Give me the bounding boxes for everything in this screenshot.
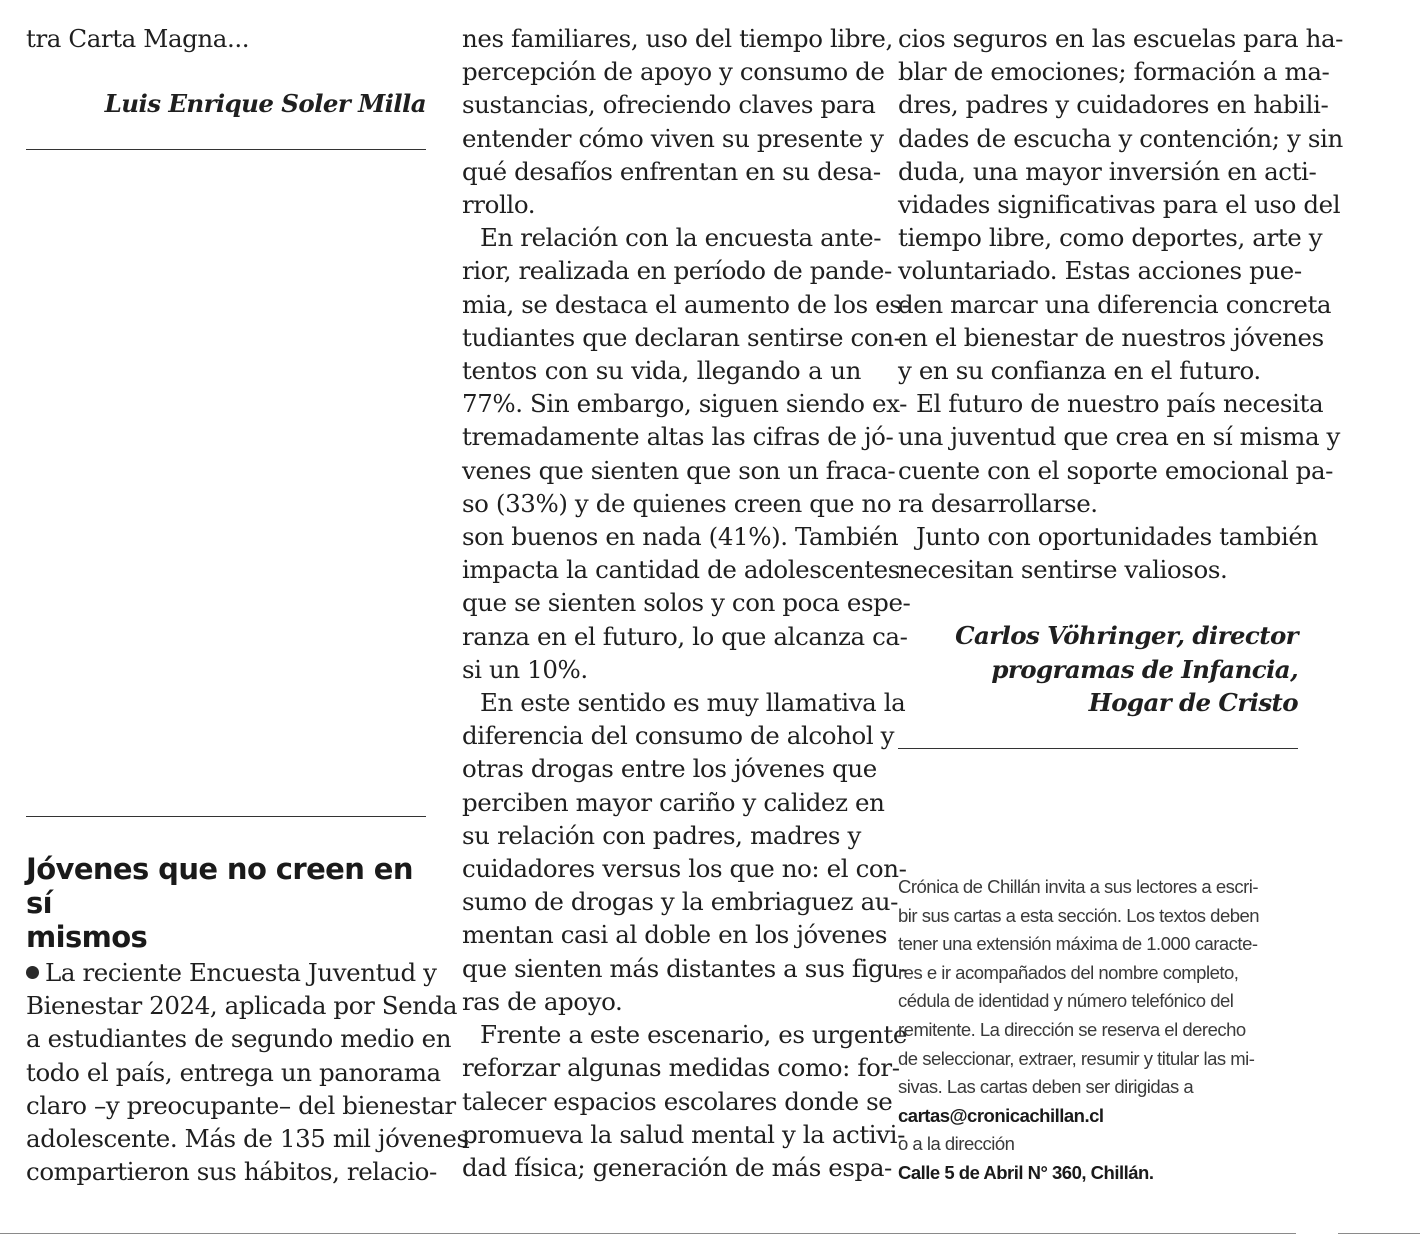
body-line: Bienestar 2024, aplicada por Senda <box>26 991 458 1021</box>
middle-column <box>462 22 911 1184</box>
letter-paragraph-3: En este sentido es muy llamativa la diferencia del consumo de alcohol y otras drogas entre los jóvenes que perciben mayor cariño y calidez en su relación con padres, madres y cuidadores versus los que no: el con- sumo de drogas y la embriaguez au- mentan casi al doble en los jóvenes que sienten más distantes a sus figu- ras de apoyo. <box>462 688 907 1016</box>
letter-signature: Carlos Vöhringer, director programas de Infancia, Hogar de Cristo <box>955 621 1298 717</box>
letter-headline: Jóvenes que no creen en sí mismos <box>26 852 413 954</box>
bullet-icon <box>26 966 39 979</box>
left-column <box>26 22 426 120</box>
previous-letter-ending: tra Carta Magna... <box>26 24 250 53</box>
body-line: compartieron sus hábitos, relacio- <box>26 1157 437 1187</box>
letter-paragraph-4-cont: cios seguros en las escuelas para ha- blar de emociones; formación a ma- dres, padres y cuidadores en habili- dades de escucha y contención; y sin duda, una mayor inversión en acti- vidades significativas para el uso del tiempo libre, como deportes, arte y voluntariado. Estas acciones pue- den marcar una diferencia concreta en el bienestar de nuestros jóvenes y en su confianza en el futuro. <box>898 24 1344 386</box>
signature-rule <box>898 748 1298 749</box>
email-link[interactable]: cartas@cronicachillan.cl <box>898 1104 1104 1126</box>
page-bottom-rule-right <box>1338 1233 1420 1234</box>
page-bottom-rule <box>0 1233 1296 1234</box>
headline-rule <box>26 816 426 817</box>
section-divider <box>26 149 426 150</box>
letter-paragraph-4: Frente a este escenario, es urgente reforzar algunas medidas como: for- talecer espacios escolares donde se promueva la salud mental y la activi- dad física; generación de más espa- <box>462 1020 907 1182</box>
letter-paragraph-1 <box>26 956 469 1188</box>
body-line: claro –y preocupante– del bienestar <box>26 1090 456 1120</box>
letter-paragraph-6: Junto con oportunidades también necesitan sentirse valiosos. <box>898 522 1318 585</box>
postal-address: Calle 5 de Abril N° 360, Chillán. <box>898 1161 1154 1183</box>
letters-submission-notice: Crónica de Chillán invita a sus lectores a escri- bir sus cartas a esta sección. Los textos deben tener una extensión máxima de 1.000 caracte- res e ir acompañados del nombre completo, cédula de identidad y número telefónico del remitente. La dirección se reserva el derecho de seleccionar, extraer, resumir y titular las mi- sivas. Las cartas deben ser dirigidas a cartas@cronicachillan.cl o a la dirección Calle 5 de Abril N° 360, Chillán. <box>898 873 1298 1188</box>
letter-paragraph-2: En relación con la encuesta ante- rior, realizada en período de pande- mia, se destaca el aumento de los es- tudiantes que declaran sentirse con- tentos con su vida, llegando a un 77%. Sin embargo, siguen siendo ex- tremadamente altas las cifras de jó- venes que sienten que son un fraca- so (33%) y de quienes creen que no son buenos en nada (41%). También impacta la cantidad de adolescentes que se sienten solos y con poca espe- ranza en el futuro, lo que alcanza ca- si un 10%. <box>462 223 911 684</box>
letter-paragraph-1-cont: nes familiares, uso del tiempo libre, percepción de apoyo y consumo de sustancias, ofreciendo claves para entender cómo viven su presente y qué desafíos enfrentan en su desa- rrollo. <box>462 24 893 220</box>
letter-body-start <box>26 956 469 1188</box>
body-line: a estudiantes de segundo medio en <box>26 1024 452 1054</box>
body-line: adolescente. Más de 135 mil jóvenes <box>26 1124 469 1154</box>
body-line: todo el país, entrega un panorama <box>26 1057 441 1087</box>
previous-letter-signature: Luis Enrique Soler Milla <box>104 89 426 119</box>
body-line: La reciente Encuesta Juventud y <box>26 956 426 989</box>
letter-paragraph-5: El futuro de nuestro país necesita una juventud que crea en sí misma y cuente con el soporte emocional pa- ra desarrollarse. <box>898 389 1340 518</box>
right-column <box>898 22 1344 719</box>
